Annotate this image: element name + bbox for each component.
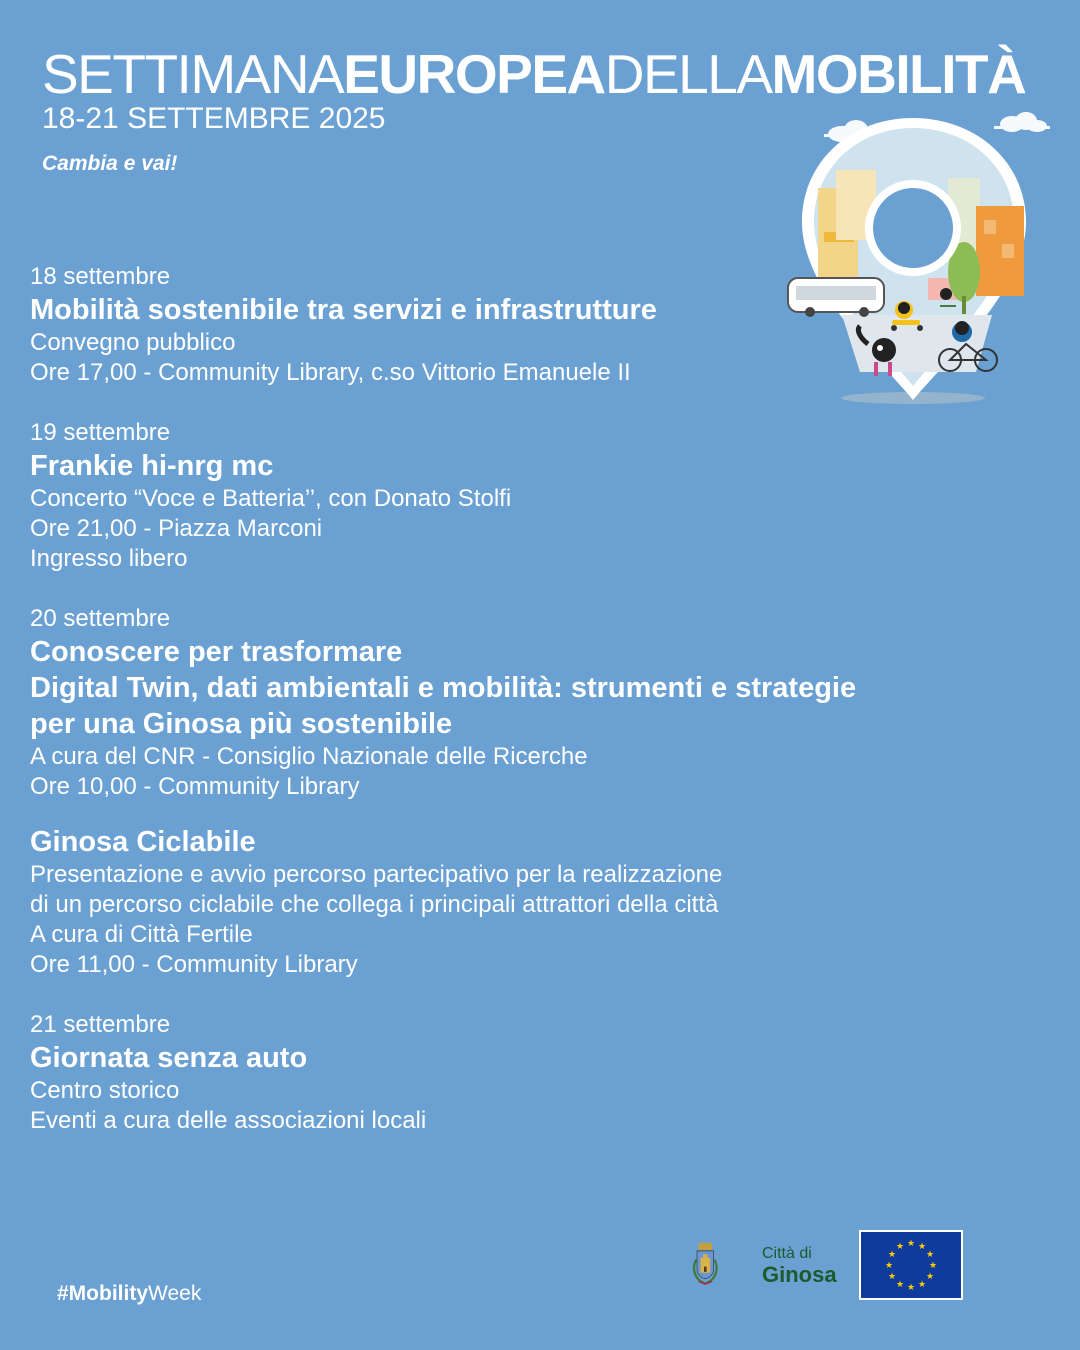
- title-part-2: EUROPEA: [343, 43, 605, 105]
- event-detail: Concerto “Voce e Batteria’’, con Donato Stolfi: [30, 485, 512, 512]
- event-19-settembre: [30, 418, 1030, 574]
- program: [30, 262, 1030, 1166]
- title-part-1: SETTIMANA: [42, 43, 344, 105]
- title-part-3: DELLA: [604, 43, 772, 105]
- svg-text:★: ★: [928, 1261, 938, 1271]
- page-title: [42, 44, 1025, 104]
- event-title: Conoscere per trasformare: [30, 636, 403, 668]
- eu-flag-icon: [859, 1230, 963, 1300]
- event-title: Mobilità sostenibile tra servizi e infrastrutture: [30, 294, 657, 326]
- slogan: Cambia e vai!: [42, 152, 178, 175]
- event-dates: 18-21 SETTEMBRE 2025: [42, 102, 386, 135]
- event-detail: Ore 17,00 - Community Library, c.so Vittorio Emanuele II: [30, 359, 631, 386]
- event-title: Giornata senza auto: [30, 1042, 308, 1074]
- svg-text:★: ★: [925, 1250, 935, 1260]
- event-20-settembre: [30, 604, 1030, 802]
- svg-text:★: ★: [884, 1261, 894, 1271]
- city-title: Ginosa: [762, 1262, 837, 1287]
- svg-text:★: ★: [906, 1283, 916, 1293]
- event-title: Frankie hi-nrg mc: [30, 450, 274, 482]
- event-detail: A cura del CNR - Consiglio Nazionale delle Ricerche: [30, 743, 588, 770]
- event-21-settembre: [30, 1010, 1030, 1136]
- event-ginosa-ciclabile: [30, 824, 1030, 980]
- event-18-settembre: [30, 262, 1030, 388]
- city-label: Città di: [762, 1245, 812, 1262]
- svg-text:★: ★: [925, 1272, 935, 1282]
- hashtag: [57, 1282, 201, 1306]
- city-coat-of-arms-icon: [690, 1214, 760, 1314]
- event-title: per una Ginosa più sostenibile: [30, 708, 453, 740]
- svg-text:★: ★: [895, 1242, 905, 1252]
- event-detail: Convegno pubblico: [30, 329, 236, 356]
- event-detail: di un percorso ciclabile che collega i principali attrattori della città: [30, 891, 719, 918]
- svg-text:★: ★: [887, 1250, 897, 1260]
- event-date: 18 settembre: [30, 263, 171, 290]
- event-title: Ginosa Ciclabile: [30, 826, 256, 858]
- event-date: 20 settembre: [30, 605, 171, 632]
- svg-text:★: ★: [917, 1242, 927, 1252]
- event-detail: Ore 10,00 - Community Library: [30, 773, 360, 800]
- event-detail: A cura di Città Fertile: [30, 921, 253, 948]
- hashtag-rest: Week: [148, 1282, 202, 1305]
- hashtag-bold: #Mobility: [57, 1282, 149, 1305]
- svg-text:★: ★: [906, 1239, 916, 1249]
- event-detail: Eventi a cura delle associazioni locali: [30, 1107, 427, 1134]
- event-date: 19 settembre: [30, 419, 171, 446]
- event-detail: Ingresso libero: [30, 545, 188, 572]
- svg-text:★: ★: [895, 1280, 905, 1290]
- event-detail: Ore 21,00 - Piazza Marconi: [30, 515, 323, 542]
- event-detail: Presentazione e avvio percorso partecipativo per la realizzazione: [30, 861, 723, 888]
- title-part-4: MOBILITÀ: [771, 43, 1026, 105]
- event-detail: Ore 11,00 - Community Library: [30, 951, 358, 978]
- svg-text:★: ★: [887, 1272, 897, 1282]
- event-date: 21 settembre: [30, 1011, 171, 1038]
- city-name: [762, 1245, 837, 1287]
- event-detail: Centro storico: [30, 1077, 180, 1104]
- event-title: Digital Twin, dati ambientali e mobilità: strumenti e strategie: [30, 672, 857, 704]
- svg-text:★: ★: [917, 1280, 927, 1290]
